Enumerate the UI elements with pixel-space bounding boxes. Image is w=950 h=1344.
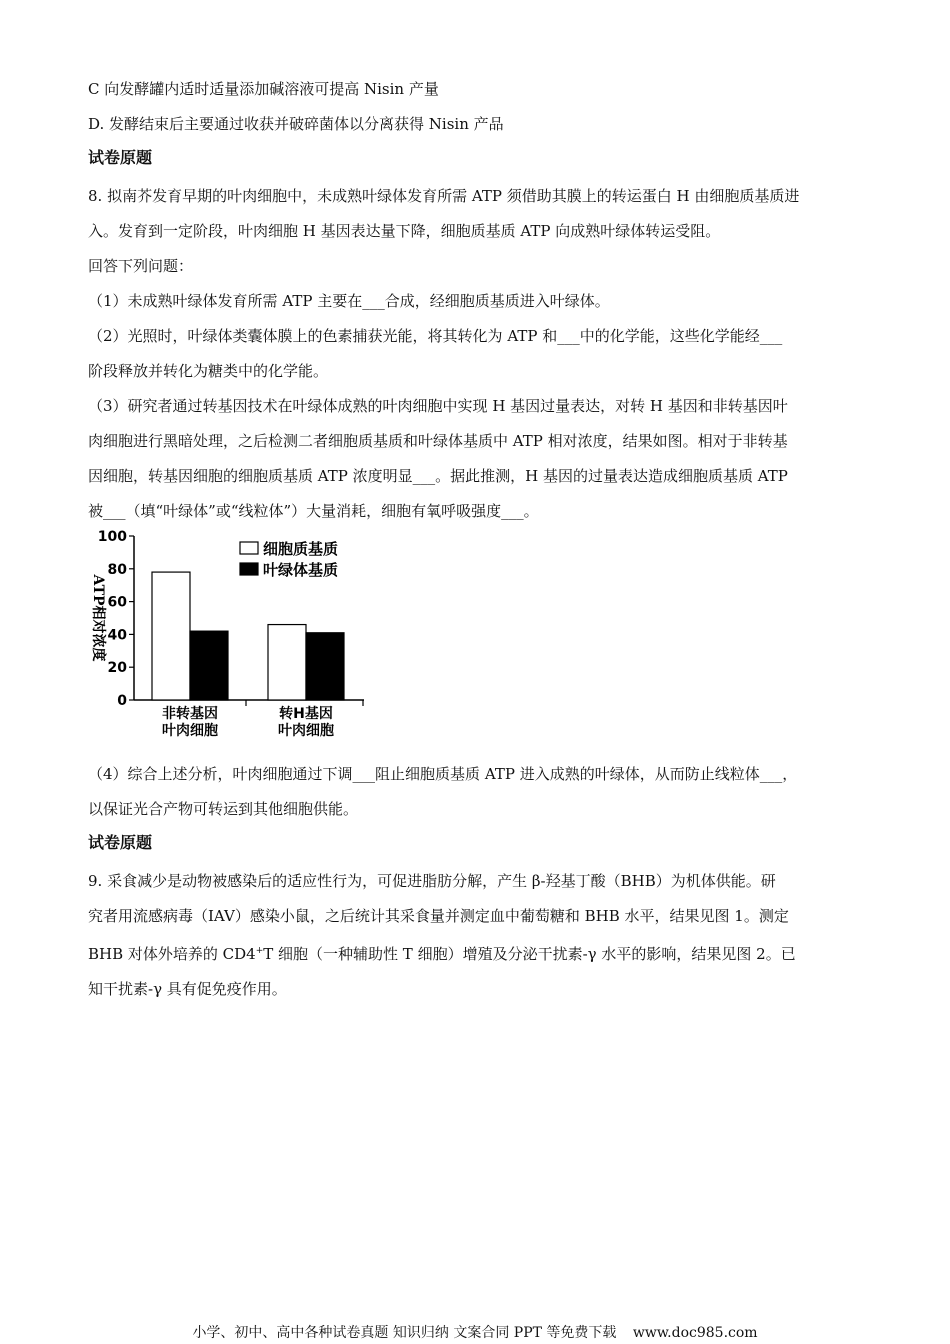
y-axis-label: ATP相对浓度 bbox=[90, 574, 106, 662]
q8-line-4: （1）未成熟叶绿体发育所需 ATP 主要在___合成，经细胞质基质进入叶绿体。 bbox=[88, 292, 610, 310]
y-tick-label: 100 bbox=[97, 529, 127, 545]
option-c: C 向发酵罐内适时适量添加碱溶液可提高 Nisin 产量 bbox=[88, 80, 439, 98]
bar bbox=[190, 631, 228, 700]
q8-line-12: 以保证光合产物可转运到其他细胞供能。 bbox=[88, 800, 359, 818]
atp-bar-chart bbox=[88, 528, 388, 750]
x-tick-label-line1: 转H基因 bbox=[279, 706, 333, 722]
q8-line-2: 入。发育到一定阶段，叶肉细胞 H 基因表达量下降，细胞质基质 ATP 向成熟叶绿体转运受阻。 bbox=[88, 222, 721, 240]
y-tick-label: 60 bbox=[107, 594, 127, 611]
q9-heading: 试卷原题 bbox=[88, 833, 153, 852]
cd4-superscript: + bbox=[255, 946, 264, 956]
q8-line-7: （3）研究者通过转基因技术在叶绿体成熟的叶肉细胞中实现 H 基因过量表达，对转 H 基因和非转基因叶 bbox=[88, 397, 788, 415]
x-tick-label-line2: 叶肉细胞 bbox=[278, 723, 334, 739]
document-page bbox=[88, 78, 868, 1000]
footer-text: 小学、初中、高中各种试卷真题 知识归纳 文案合同 PPT 等免费下载 bbox=[192, 1325, 617, 1341]
q8-heading: 试卷原题 bbox=[88, 148, 153, 167]
q8-line-1: 8. 拟南芥发育早期的叶肉细胞中，未成熟叶绿体发育所需 ATP 须借助其膜上的转运蛋白 H 由细胞质基质进 bbox=[88, 187, 800, 205]
y-tick-label: 20 bbox=[107, 660, 127, 677]
bar bbox=[306, 633, 344, 700]
q9-line-4: 知干扰素-γ 具有促免疫作用。 bbox=[88, 980, 287, 998]
bar bbox=[268, 625, 306, 700]
chart-svg bbox=[88, 528, 388, 750]
legend-swatch bbox=[240, 563, 258, 575]
q8-line-9: 因细胞，转基因细胞的细胞质基质 ATP 浓度明显___。据此推测，H 基因的过量表达造成细胞质基质 ATP bbox=[88, 467, 788, 485]
legend-label: 细胞质基质 bbox=[263, 540, 339, 558]
q8-line-5: （2）光照时，叶绿体类囊体膜上的色素捕获光能，将其转化为 ATP 和___中的化学能，这些化学能经___ bbox=[88, 327, 783, 345]
q9-line-2: 究者用流感病毒（IAV）感染小鼠，之后统计其采食量并测定血中葡萄糖和 BHB 水平，结果见图 1。测定 bbox=[88, 907, 789, 925]
q9-line-3a: BHB 对体外培养的 CD4 bbox=[88, 945, 256, 963]
legend-label: 叶绿体基质 bbox=[263, 561, 339, 579]
q9-line-3 bbox=[88, 940, 868, 965]
x-tick-label-line2: 叶肉细胞 bbox=[162, 723, 218, 739]
q9-line-3b: T 细胞（一种辅助性 T 细胞）增殖及分泌干扰素-γ 水平的影响，结果见图 2。已 bbox=[263, 945, 796, 963]
q8-line-11: （4）综合上述分析，叶肉细胞通过下调___阻止细胞质基质 ATP 进入成熟的叶绿体，从而防止线粒体___， bbox=[88, 765, 798, 783]
q8-line-8: 肉细胞进行黑暗处理，之后检测二者细胞质基质和叶绿体基质中 ATP 相对浓度，结果如图。相对于非转基 bbox=[88, 432, 788, 450]
legend-swatch bbox=[240, 542, 258, 554]
y-tick-label: 0 bbox=[117, 693, 127, 709]
q8-line-6: 阶段释放并转化为糖类中的化学能。 bbox=[88, 362, 329, 380]
q9-line-1: 9. 采食减少是动物被感染后的适应性行为，可促进脂肪分解，产生 β-羟基丁酸（BHB）为机体供能。研 bbox=[88, 872, 776, 890]
x-tick-label-line1: 非转基因 bbox=[162, 706, 218, 722]
bar bbox=[152, 572, 190, 700]
q8-line-10: 被___（填“叶绿体”或“线粒体”）大量消耗，细胞有氧呼吸强度___。 bbox=[88, 502, 539, 520]
footer bbox=[0, 1322, 950, 1342]
y-tick-label: 40 bbox=[107, 627, 127, 644]
q8-line-3: 回答下列问题： bbox=[88, 257, 194, 275]
y-tick-label: 80 bbox=[107, 561, 127, 578]
footer-url[interactable]: www.doc985.com bbox=[632, 1325, 758, 1341]
option-d: D. 发酵结束后主要通过收获并破碎菌体以分离获得 Nisin 产品 bbox=[88, 115, 504, 133]
